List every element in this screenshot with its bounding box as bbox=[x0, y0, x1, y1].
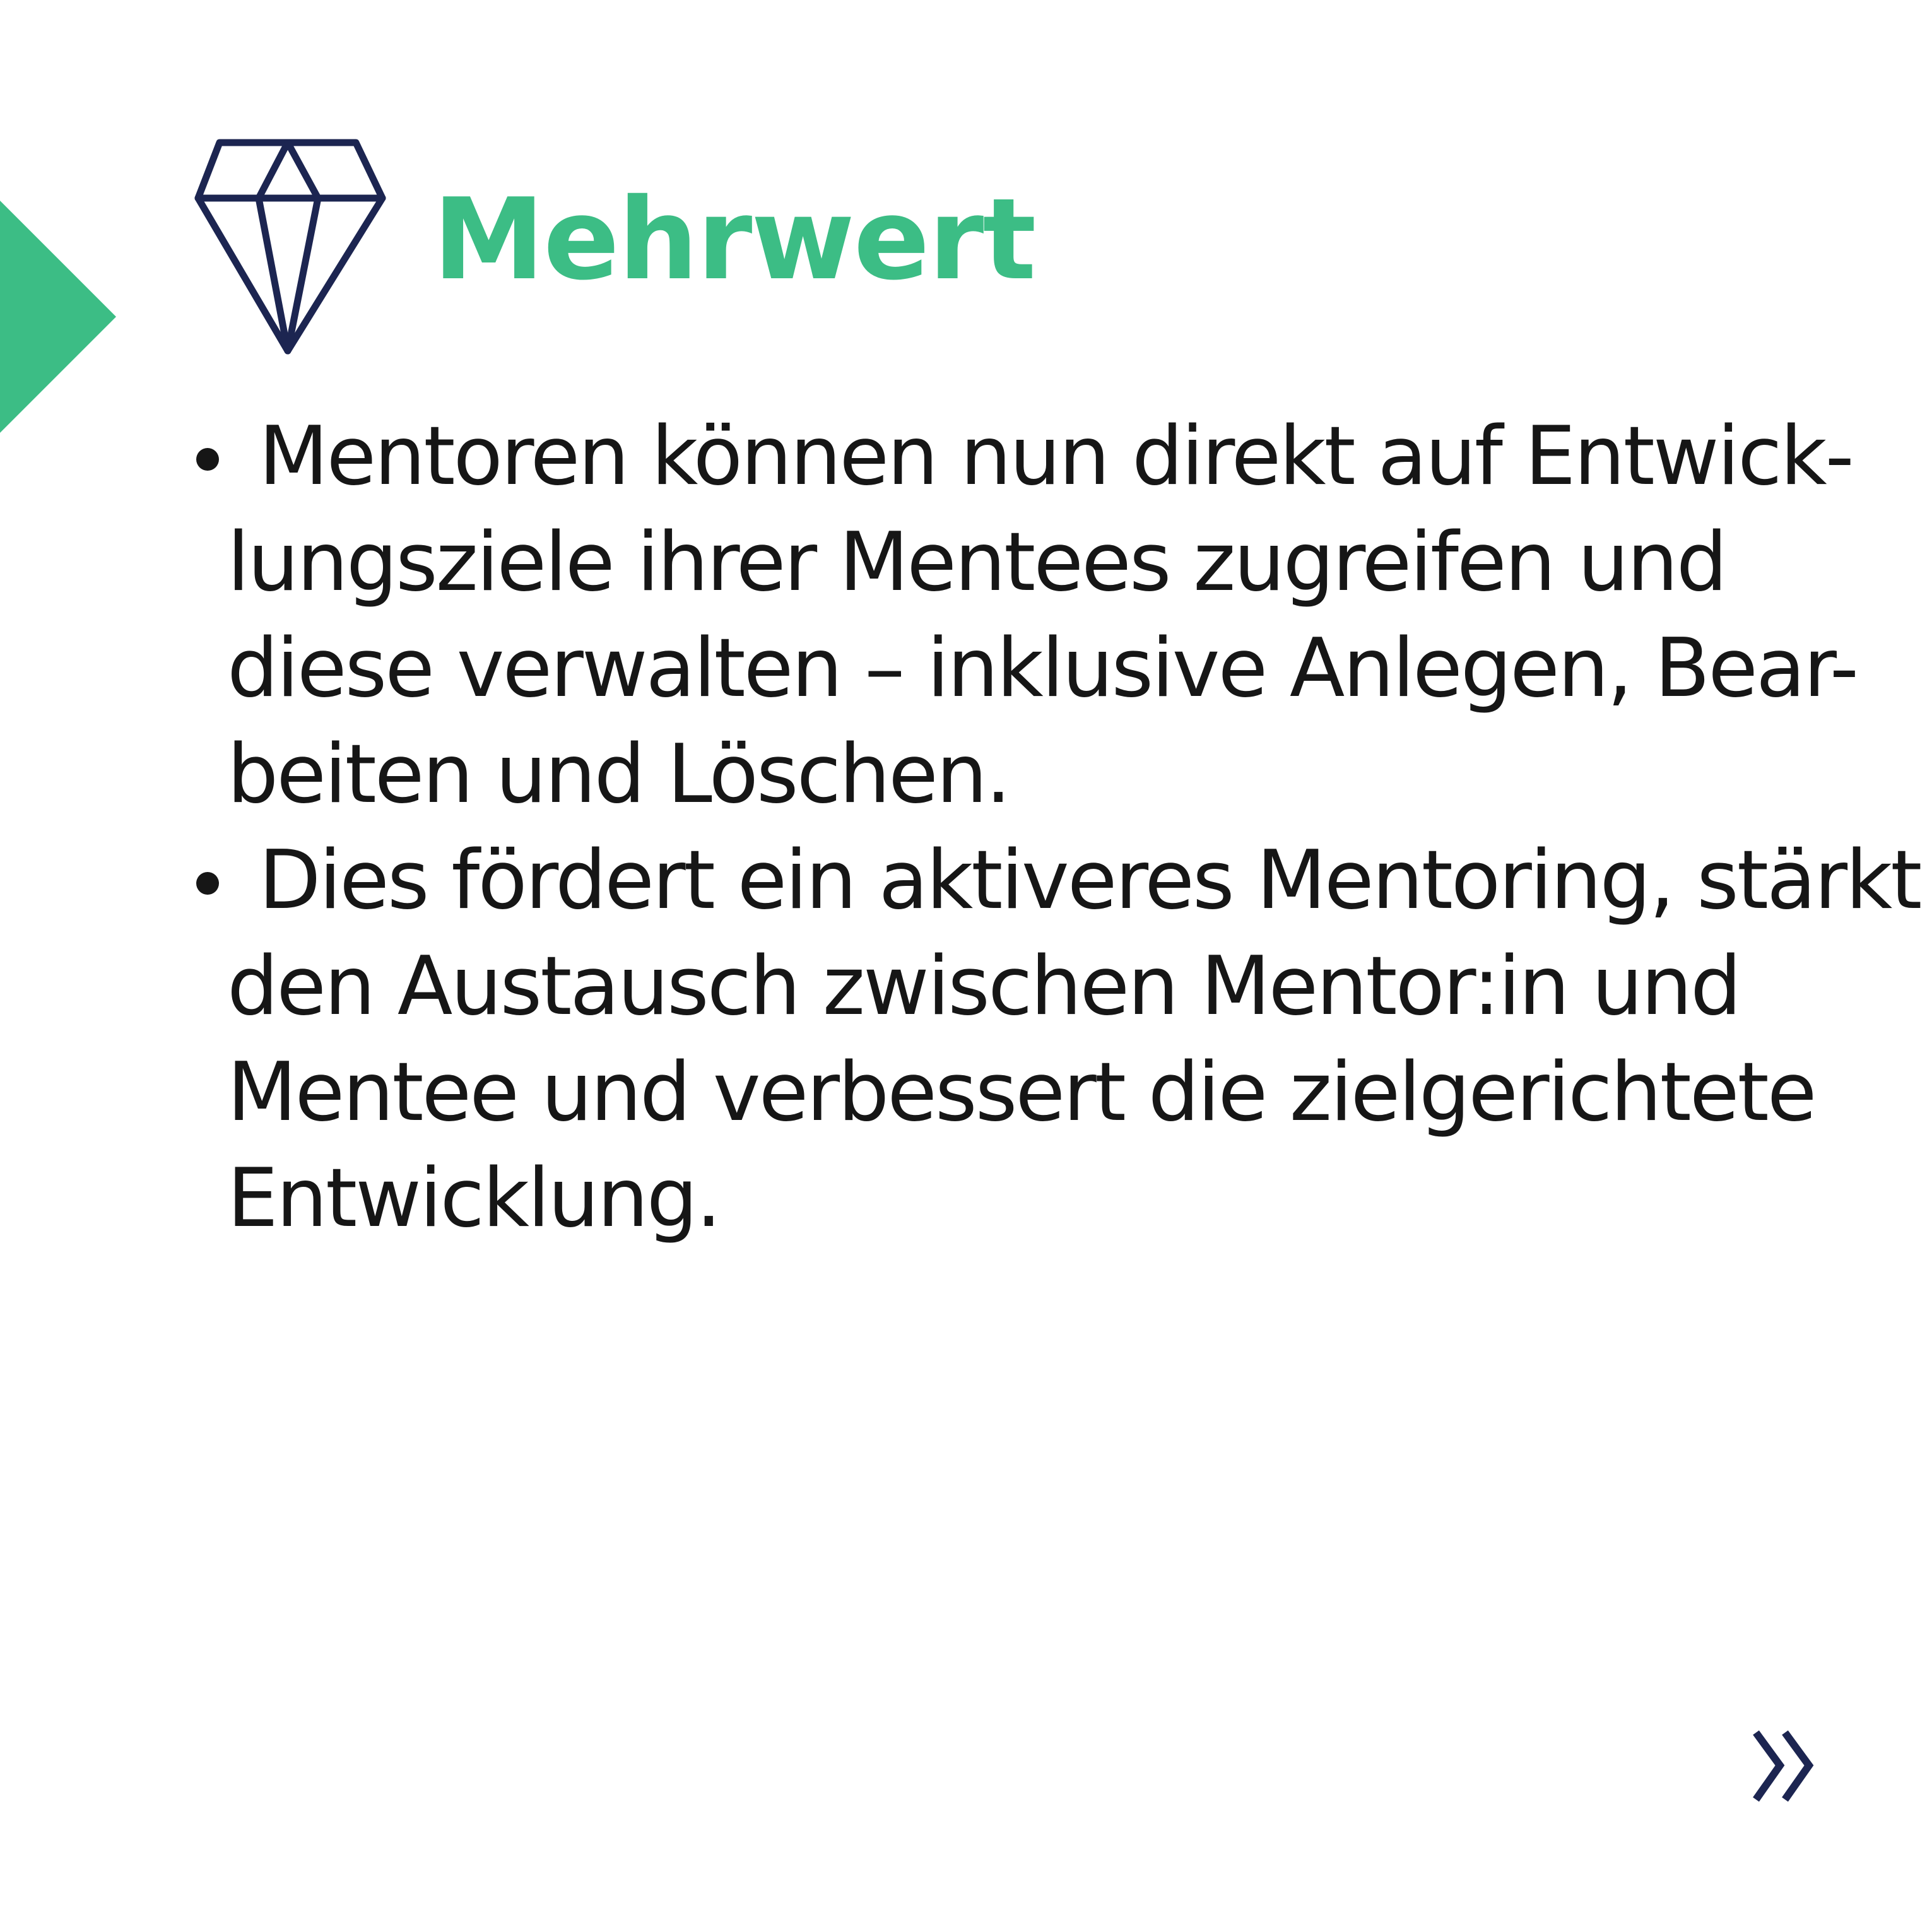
bullet-line: den Austausch zwischen Mentor:in und bbox=[227, 939, 1740, 1034]
bullet-line: Dies fördert ein aktiveres Mentoring, stärkt bbox=[259, 833, 1921, 928]
list-item bbox=[189, 404, 1893, 828]
bullet-line: Mentoren können nun direkt auf Entwick- bbox=[259, 409, 1852, 504]
bullet-dot bbox=[196, 448, 219, 471]
bullet-line: Entwicklung. bbox=[227, 1152, 720, 1246]
triangle-pointer-icon bbox=[0, 201, 116, 433]
bullet-line: Mentee und verbessert die zielgerichtete bbox=[227, 1046, 1815, 1140]
bullet-line: diese verwalten – inklusive Anlegen, Bear- bbox=[227, 621, 1857, 716]
page-title: Mehrwert bbox=[433, 174, 1035, 305]
bullet-dot bbox=[196, 872, 219, 895]
bullet-list bbox=[189, 404, 1921, 1252]
list-item bbox=[189, 828, 1921, 1252]
bullet-line: lungsziele ihrer Mentees zugreifen und bbox=[227, 515, 1726, 610]
double-chevron-right-icon[interactable] bbox=[1738, 1729, 1820, 1805]
diamond-icon bbox=[193, 138, 389, 358]
bullet-line: beiten und Löschen. bbox=[227, 727, 1010, 822]
